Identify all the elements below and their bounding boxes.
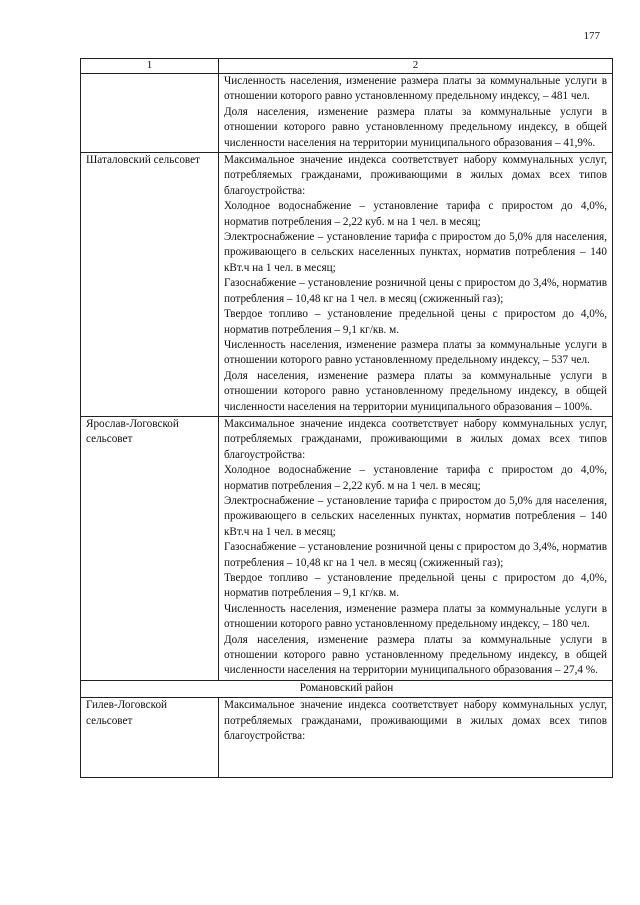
detail-paragraph: Газоснабжение – установление розничной цены с приростом до 3,4%, норматив потребления – 10,48 кг на 1 чел. в месяц (сжиженный газ); [224,277,607,305]
municipality-name: Ярослав-Логовской сельсовет [81,416,219,680]
municipality-details [219,74,613,153]
municipality-name [81,74,219,153]
municipality-details [219,416,613,680]
table-row [81,153,613,417]
index-table [80,58,613,778]
detail-paragraph: Твердое топливо – установление предельной цены с приростом до 4,0%, норматив потребления – 9,1 кг/кв. м. [224,572,607,600]
table-header-row [81,59,613,74]
detail-paragraph: Доля населения, изменение размера платы за коммунальные услуги в отношении которого равно установленному предельному индексу, в общей численности населения на территории муниципального образования – 27,4 %. [224,633,607,677]
detail-paragraph: Электроснабжение – установление тарифа с приростом до 5,0% для населения, проживающего в сельских населенных пунктах, норматив потребления – 140 кВт.ч на 1 чел. в месяц; [224,231,607,274]
detail-paragraph: Твердое топливо – установление предельной цены с приростом до 4,0%, норматив потребления – 9,1 кг/кв. м. [224,308,607,336]
column-header-2: 2 [219,59,613,74]
column-header-1: 1 [81,59,219,74]
detail-paragraph: Максимальное значение индекса соответствует набору коммунальных услуг, потребляемых гражданами, проживающими в жилых домах всех типов благоустройства: [224,417,607,461]
detail-paragraph: Численность населения, изменение размера платы за коммунальные услуги в отношении которого равно установленному предельному индексу, – 481 чел. [224,75,607,103]
table-row [81,416,613,680]
detail-paragraph: Холодное водоснабжение – установление тарифа с приростом до 4,0%, норматив потребления – 2,22 куб. м на 1 чел. в месяц; [224,200,607,228]
page-number: 177 [583,30,600,42]
table-row [81,698,613,778]
detail-paragraph: Электроснабжение – установление тарифа с приростом до 5,0% для населения, проживающего в сельских населенных пунктах, норматив потребления – 140 кВт.ч на 1 чел. в месяц; [224,494,607,538]
detail-paragraph: Максимальное значение индекса соответствует набору коммунальных услуг, потребляемых гражданами, проживающими в жилых домах всех типов благоустройства: [224,154,607,197]
municipality-details [219,153,613,417]
municipality-name: Гилев-Логовской сельсовет [81,698,219,778]
detail-paragraph: Численность населения, изменение размера платы за коммунальные услуги в отношении которого равно установленному предельному индексу, – 180 чел. [224,602,607,631]
detail-paragraph: Газоснабжение – установление розничной цены с приростом до 3,4%, норматив потребления – 10,48 кг на 1 чел. в месяц (сжиженный газ); [224,541,607,569]
detail-paragraph: Холодное водоснабжение – установление тарифа с приростом до 4,0%, норматив потребления – 2,22 куб. м на 1 чел. в месяц; [224,464,607,492]
municipality-name: Шаталовский сельсовет [81,153,219,417]
detail-paragraph: Доля населения, изменение размера платы за коммунальные услуги в отношении которого равно установленному предельному индексу, в общей численности населения на территории муниципального образования – 100%. [224,369,607,413]
table-row [81,74,613,153]
detail-paragraph: Доля населения, изменение размера платы за коммунальные услуги в отношении которого равно установленному предельному индексу, в общей численности населения на территории муниципального образования – 41,9%. [224,105,607,149]
municipality-details [219,698,613,778]
detail-paragraph: Максимальное значение индекса соответствует набору коммунальных услуг, потребляемых гражданами, проживающими в жилых домах всех типов благоустройства: [224,699,607,743]
details-clip [224,698,607,776]
region-row [81,680,613,697]
detail-paragraph: Численность населения, изменение размера платы за коммунальные услуги в отношении которого равно установленному предельному индексу, – 537 чел. [224,338,607,367]
region-name: Романовский район [81,680,613,697]
